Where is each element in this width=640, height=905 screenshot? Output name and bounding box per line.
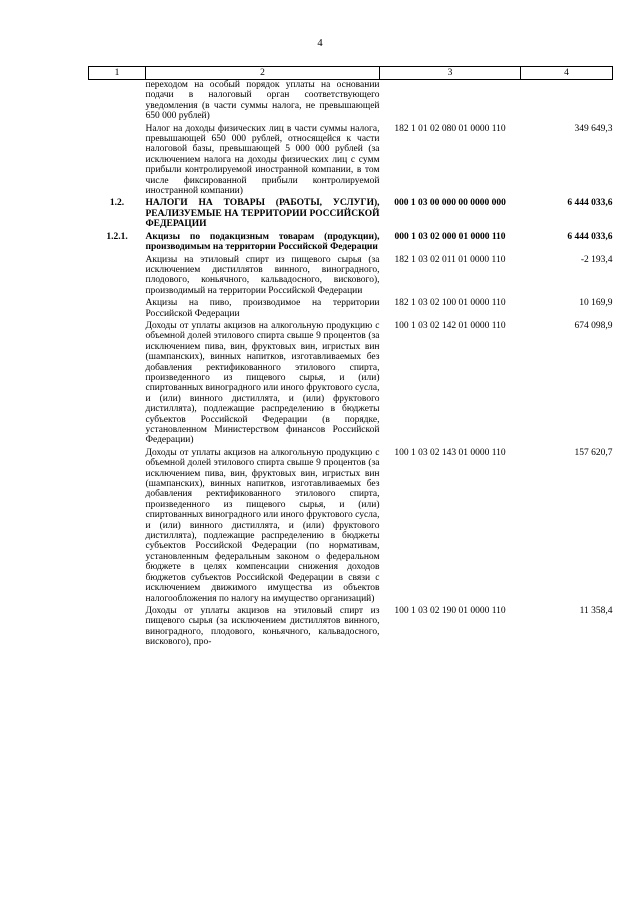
row-name: Доходы от уплаты акцизов на алкогольную продукцию с объемной долей этилового спирта свыше 9 процентов (за исключением пива, вин, фруктовых вин, игристых вин (шампанских), винных напитков, изготавливаемых без добавления ректификованного этилового спирта, произведенного из пищевого сырья, и (или) спиртованных виноградного или иного фруктового сусла, и (или) винного дистиллята, и (или) фруктового дистиллята), подлежащие распределению в бюджеты субъектов Российской Федерации (в порядке, установленном Министерством финансов Российской Федерации)	[145, 320, 380, 446]
table-header-row	[89, 67, 613, 80]
row-number: 1.2.	[109, 198, 125, 209]
row-amount: 157 620,7	[574, 447, 613, 458]
row-code: 000 1 03 00 000 00 0000 000	[394, 198, 506, 209]
row-name: НАЛОГИ НА ТОВАРЫ (РАБОТЫ, УСЛУГИ), РЕАЛИЗУЕМЫЕ НА ТЕРРИТОРИИ РОССИЙСКОЙ ФЕДЕРАЦИИ	[145, 198, 380, 230]
row-amount: 11 358,4	[579, 605, 613, 616]
row-name: Доходы от уплаты акцизов на этиловый спирт из пищевого сырья (за исключением дистиллятов винного, виноградного, плодового, коньячного, кальвадосного, вискового), про-	[145, 605, 380, 648]
row-number	[89, 448, 146, 606]
row-number	[89, 124, 146, 199]
page-number: 4	[317, 38, 323, 49]
row-amount: 349 649,3	[574, 123, 613, 134]
row-code: 100 1 03 02 142 01 0000 110	[394, 320, 506, 331]
row-name: переходом на особый порядок уплаты на основании подачи в налоговый орган соответствующего уведомления (в части суммы налога, не превышающей 650 000 рублей)	[145, 80, 380, 122]
row-name: Налог на доходы физических лиц в части суммы налога, превышающей 650 000 рублей, относящейся к части налоговой базы, превышающей 5 000 000 рублей (за исключением налога на доходы физических лиц с сумм прибыли контролируемой иностранной компании, в том числе фиксированной прибыли контролируемой иностранной компании)	[145, 123, 380, 197]
row-amount: 674 098,9	[574, 320, 613, 331]
row-amount: 6 444 033,6	[567, 231, 613, 242]
row-code: 000 1 03 02 000 01 0000 110	[394, 231, 506, 242]
table-row	[89, 198, 613, 231]
row-amount: 6 444 033,6	[567, 198, 613, 209]
column-header-4: 4	[521, 67, 613, 80]
table-row	[89, 606, 613, 650]
row-name: Акцизы на пиво, производимое на территории Российской Федерации	[145, 298, 380, 319]
row-code: 182 1 03 02 100 01 0000 110	[394, 298, 506, 309]
row-amount: -2 193,4	[580, 254, 613, 265]
table-row	[89, 80, 613, 124]
row-code: 100 1 03 02 143 01 0000 110	[394, 447, 506, 458]
row-number	[89, 298, 146, 321]
table-body	[89, 80, 613, 650]
row-code: 182 1 03 02 011 01 0000 110	[394, 254, 506, 265]
revenue-table	[88, 66, 613, 650]
row-number	[89, 606, 146, 650]
row-number: 1.2.1.	[106, 231, 128, 242]
row-number	[89, 255, 146, 299]
column-header-1: 1	[89, 67, 146, 80]
row-amount: 10 169,9	[579, 298, 613, 309]
table-row	[89, 321, 613, 448]
row-amount	[521, 80, 613, 124]
row-code: 182 1 01 02 080 01 0000 110	[394, 123, 506, 134]
table-row	[89, 124, 613, 199]
row-name: Акцизы на этиловый спирт из пищевого сырья (за исключением дистиллятов винного, виноградного, плодового, коньячного, кальвадосного, вискового), производимый на территории Российской Федерации	[145, 254, 380, 296]
table-row	[89, 232, 613, 255]
row-name: Акцизы по подакцизным товарам (продукции), производимым на территории Российской Федерации	[145, 231, 380, 253]
row-code	[380, 80, 521, 124]
row-code: 100 1 03 02 190 01 0000 110	[394, 605, 506, 616]
row-name: Доходы от уплаты акцизов на алкогольную продукцию с объемной долей этилового спирта свыше 9 процентов (за исключением пива, вин, фруктовых вин, игристых вин (шампанских), винных напитков, изготавливаемых без добавления ректификованного этилового спирта, произведенного из пищевого сырья, и (или) спиртованных виноградного или иного фруктового сусла, и (или) винного дистиллята, и (или) фруктового дистиллята), подлежащие распределению в бюджеты субъектов Российской Федерации (по нормативам, установленным федеральным законом о федеральном бюджете в целях компенсации снижения доходов бюджетов субъектов Российской Федерации в связи с исключением движимого имущества из объектов налогообложения по налогу на имущество организаций)	[145, 447, 380, 604]
table-row	[89, 298, 613, 321]
row-number	[89, 321, 146, 448]
column-header-2: 2	[146, 67, 380, 80]
column-header-3: 3	[380, 67, 521, 80]
row-number	[89, 80, 146, 124]
table-row	[89, 255, 613, 299]
table-row	[89, 448, 613, 606]
